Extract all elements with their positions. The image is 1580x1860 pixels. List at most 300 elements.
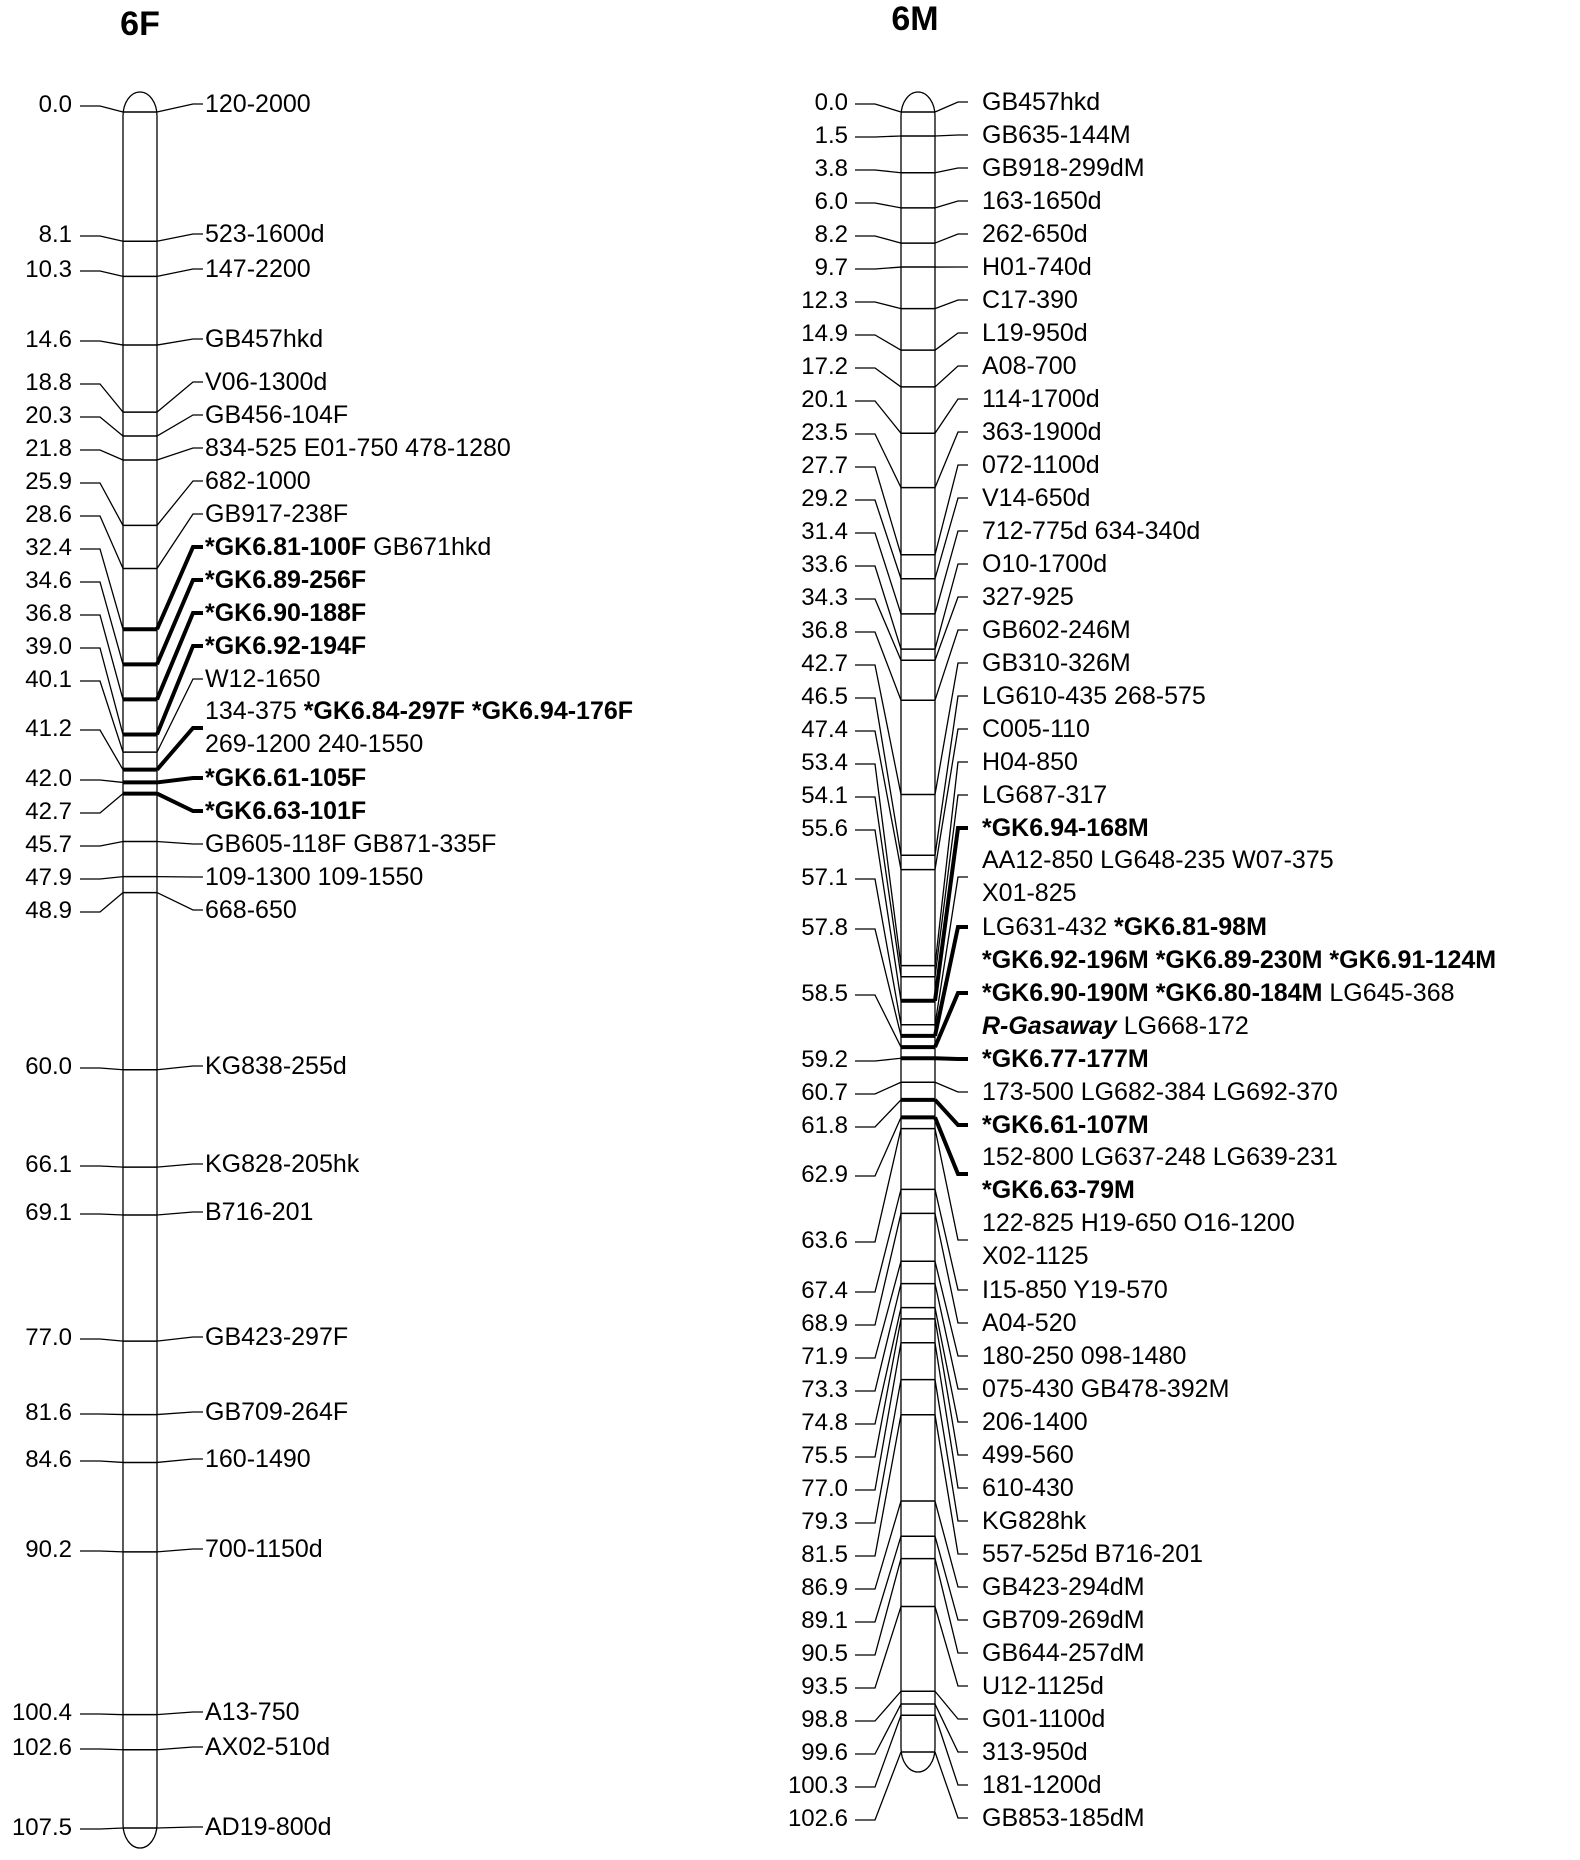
position-connector [855, 203, 901, 208]
marker-connector [157, 1712, 203, 1715]
marker-label [982, 253, 1092, 281]
position-connector [80, 893, 123, 912]
position-connector [80, 1461, 123, 1462]
position-label: 84.6 [25, 1446, 72, 1473]
marker-name: A13-750 [205, 1698, 300, 1726]
position-connector [855, 136, 901, 137]
marker-label [982, 187, 1102, 215]
marker-connector [157, 1066, 203, 1070]
marker-connector [935, 465, 968, 555]
position-label: 12.3 [801, 287, 848, 314]
marker-name: 173-500 LG682-384 LG692-370 [982, 1078, 1338, 1106]
marker-label [982, 1111, 1149, 1139]
marker-label [982, 1375, 1229, 1403]
marker-label [982, 550, 1107, 578]
marker-label [982, 1705, 1105, 1733]
marker-name: C17-390 [982, 286, 1078, 314]
marker-label [982, 781, 1107, 809]
marker-row [815, 253, 1092, 281]
marker-name: *GK6.61-107M [982, 1111, 1149, 1139]
marker-name: *GK6.92-196M *GK6.89-230M *GK6.91-124M [982, 946, 1497, 974]
position-connector [855, 797, 901, 977]
marker-connector [935, 927, 968, 1036]
position-label: 57.8 [801, 914, 848, 941]
position-connector [80, 648, 123, 735]
marker-row [25, 764, 366, 792]
marker-name: LG687-317 [982, 781, 1108, 809]
position-connector [80, 271, 123, 276]
position-connector [855, 368, 901, 387]
marker-row [25, 255, 310, 283]
position-connector [80, 730, 123, 770]
marker-label [982, 517, 1200, 545]
chromosome-bar [123, 92, 157, 1848]
marker-name: 262-650d [982, 220, 1088, 248]
group-title: 6M [891, 0, 939, 38]
marker-connector [935, 1559, 968, 1653]
marker-name: *GK6.81-98M [1114, 913, 1267, 941]
position-label: 47.4 [801, 716, 848, 743]
marker-connector [157, 234, 203, 241]
position-label: 42.7 [801, 650, 848, 677]
marker-name: *GK6.61-105F [205, 764, 367, 792]
marker-label [982, 879, 1077, 907]
marker-row [25, 1150, 359, 1178]
marker-name: GB457hkd [205, 325, 324, 353]
position-label: 9.7 [814, 254, 848, 281]
marker-label [982, 946, 1496, 974]
marker-label [982, 846, 1334, 874]
marker-label [205, 533, 491, 561]
marker-name: C005-110 [982, 715, 1090, 743]
marker-name: 557-525d B716-201 [982, 1540, 1204, 1568]
marker-name: 120-2000 [205, 90, 311, 118]
marker-name: *GK6.90-188F [205, 599, 367, 627]
marker-name: W12-1650 [205, 665, 321, 693]
marker-label [982, 88, 1100, 116]
position-label: 45.7 [25, 831, 72, 858]
marker-name: A08-700 [982, 352, 1077, 380]
marker-name: GB602-246M [982, 616, 1131, 644]
marker-label [982, 154, 1145, 182]
marker-name: AX02-510d [205, 1733, 331, 1761]
marker-connector [935, 531, 968, 614]
position-connector [855, 1117, 901, 1176]
position-connector [80, 877, 123, 879]
marker-name: *GK6.89-256F [205, 566, 367, 594]
position-connector [855, 1100, 901, 1127]
marker-label [205, 863, 423, 891]
marker-row [815, 88, 1101, 116]
marker-connector [157, 514, 203, 569]
marker-label [982, 715, 1090, 743]
marker-label [982, 913, 1267, 941]
marker-label [205, 697, 633, 725]
marker-label [982, 1209, 1295, 1237]
position-connector [855, 764, 901, 966]
marker-label [205, 599, 366, 627]
marker-connector [157, 1827, 203, 1828]
marker-name: *GK6.81-100F [205, 533, 367, 561]
marker-connector [157, 1412, 203, 1415]
marker-label [205, 220, 325, 248]
marker-label [982, 1012, 1249, 1040]
position-label: 86.9 [801, 1574, 848, 1601]
position-label: 66.1 [25, 1151, 72, 1178]
marker-label [205, 764, 366, 792]
marker-label [982, 418, 1102, 446]
marker-label [982, 1078, 1338, 1106]
marker-name: *GK6.94-168M [982, 814, 1149, 842]
marker-row [815, 187, 1102, 215]
position-label: 54.1 [801, 782, 848, 809]
position-label: 0.0 [38, 91, 72, 118]
marker-name: 700-1150d [205, 1535, 323, 1563]
position-label: 18.8 [25, 369, 72, 396]
marker-label [205, 1323, 348, 1351]
marker-label [982, 1672, 1104, 1700]
position-label: 1.5 [814, 122, 848, 149]
marker-row [25, 1323, 348, 1351]
position-label: 100.3 [787, 1772, 848, 1799]
marker-connector [935, 1308, 968, 1422]
marker-label [982, 1540, 1203, 1568]
marker-connector [935, 828, 968, 1001]
marker-name: I15-850 Y19-570 [982, 1276, 1168, 1304]
marker-label [982, 1507, 1087, 1535]
marker-row [801, 1078, 1338, 1106]
position-label: 77.0 [801, 1475, 848, 1502]
marker-connector [935, 1129, 968, 1240]
position-label: 90.5 [801, 1640, 848, 1667]
marker-connector [157, 1549, 203, 1552]
position-connector [855, 665, 901, 795]
marker-label [205, 665, 320, 693]
marker-name: GB310-326M [982, 649, 1131, 677]
marker-name: 834-525 E01-750 478-1280 [205, 434, 511, 462]
marker-label [982, 385, 1100, 413]
marker-label [205, 255, 311, 283]
marker-name: 134-375 [205, 697, 304, 725]
position-label: 93.5 [801, 1673, 848, 1700]
position-label: 42.0 [25, 765, 72, 792]
marker-connector [157, 1459, 203, 1462]
marker-name: LG610-435 268-575 [982, 682, 1206, 710]
position-label: 29.2 [801, 485, 848, 512]
position-label: 41.2 [25, 715, 72, 742]
marker-row [25, 1535, 322, 1563]
position-label: 31.4 [801, 518, 848, 545]
marker-label [205, 1445, 311, 1473]
marker-name: GB709-269dM [982, 1606, 1145, 1634]
linkage-group-6F [12, 5, 633, 1848]
marker-label [205, 1733, 330, 1761]
marker-row [25, 863, 423, 891]
position-label: 55.6 [801, 815, 848, 842]
marker-connector [157, 481, 203, 525]
marker-label [982, 484, 1090, 512]
marker-row [25, 830, 496, 858]
marker-connector [157, 104, 203, 112]
position-connector [855, 632, 901, 700]
position-label: 28.6 [25, 501, 72, 528]
marker-row [815, 154, 1145, 182]
position-label: 17.2 [801, 353, 848, 380]
marker-connector [157, 778, 203, 782]
marker-row [25, 325, 323, 353]
position-connector [855, 401, 901, 433]
marker-connector [935, 201, 968, 208]
marker-connector [935, 135, 968, 136]
position-label: 58.5 [801, 980, 848, 1007]
position-connector [855, 104, 901, 112]
marker-label [982, 1474, 1074, 1502]
marker-connector [935, 1715, 968, 1785]
marker-name: 114-1700d [982, 385, 1100, 413]
position-label: 81.6 [25, 1399, 72, 1426]
marker-name: *GK6.63-79M [982, 1176, 1135, 1204]
position-label: 71.9 [801, 1343, 848, 1370]
marker-name: GB709-264F [205, 1398, 349, 1426]
marker-label [982, 748, 1078, 776]
position-label: 68.9 [801, 1310, 848, 1337]
marker-name: 152-800 LG637-248 LG639-231 [982, 1143, 1338, 1171]
marker-connector [157, 547, 203, 629]
marker-name: *GK6.92-194F [205, 632, 367, 660]
position-connector [80, 341, 123, 345]
marker-label [982, 1342, 1186, 1370]
position-label: 59.2 [801, 1046, 848, 1073]
position-label: 81.5 [801, 1541, 848, 1568]
position-label: 67.4 [801, 1277, 848, 1304]
position-label: 75.5 [801, 1442, 848, 1469]
marker-label [982, 1804, 1145, 1832]
marker-name: B716-201 [205, 1198, 314, 1226]
marker-label [982, 583, 1074, 611]
marker-label [205, 467, 311, 495]
marker-label [205, 830, 496, 858]
marker-name: 109-1300 109-1550 [205, 863, 424, 891]
marker-name: A04-520 [982, 1309, 1077, 1337]
position-label: 63.6 [801, 1227, 848, 1254]
position-connector [80, 106, 123, 112]
marker-label [205, 500, 348, 528]
marker-name: GB457hkd [982, 88, 1101, 116]
position-label: 107.5 [11, 1814, 72, 1841]
marker-name: AD19-800d [205, 1813, 332, 1841]
marker-connector [935, 1082, 968, 1092]
position-label: 77.0 [25, 1324, 72, 1351]
marker-row [25, 1052, 347, 1080]
marker-name: X01-825 [982, 879, 1077, 907]
marker-label [205, 90, 311, 118]
marker-connector [157, 728, 203, 770]
marker-name: 072-1100d [982, 451, 1100, 479]
marker-row [25, 1198, 313, 1226]
position-label: 62.9 [801, 1161, 848, 1188]
position-label: 48.9 [25, 897, 72, 924]
marker-connector [935, 300, 968, 309]
position-connector [80, 384, 123, 412]
position-label: 14.6 [25, 326, 72, 353]
marker-label [982, 1176, 1135, 1204]
position-connector [855, 170, 901, 173]
marker-label [982, 319, 1088, 347]
marker-label [982, 1441, 1074, 1469]
position-connector [80, 1828, 123, 1829]
marker-label [205, 566, 366, 594]
position-connector [80, 1339, 123, 1341]
position-label: 8.1 [38, 221, 72, 248]
position-connector [80, 1714, 123, 1715]
marker-name: G01-1100d [982, 1705, 1106, 1733]
marker-label [982, 1276, 1168, 1304]
marker-label [982, 1738, 1088, 1766]
marker-name: 712-775d 634-340d [982, 517, 1201, 545]
marker-label [205, 1813, 331, 1841]
marker-connector [935, 498, 968, 579]
position-label: 6.0 [814, 188, 848, 215]
marker-name: GB605-118F GB871-335F [205, 830, 497, 858]
marker-connector [157, 415, 203, 436]
marker-connector [157, 339, 203, 345]
marker-row [25, 1398, 348, 1426]
marker-name: *GK6.63-101F [205, 797, 367, 825]
marker-connector [157, 613, 203, 699]
marker-name: 668-650 [205, 896, 297, 924]
marker-row [25, 893, 296, 924]
marker-connector [157, 1747, 203, 1750]
marker-name: 206-1400 [982, 1408, 1088, 1436]
marker-name: H04-850 [982, 748, 1078, 776]
marker-name: 147-2200 [205, 255, 311, 283]
marker-connector [935, 432, 968, 488]
position-label: 23.5 [801, 419, 848, 446]
position-connector [855, 302, 901, 309]
marker-name: 180-250 098-1480 [982, 1342, 1187, 1370]
position-connector [80, 417, 123, 436]
position-label: 61.8 [801, 1112, 848, 1139]
position-connector [80, 1068, 123, 1070]
position-label: 46.5 [801, 683, 848, 710]
marker-row [815, 121, 1131, 149]
marker-row [801, 352, 1076, 387]
marker-label [205, 730, 423, 758]
position-label: 36.8 [801, 617, 848, 644]
position-connector [80, 1214, 123, 1215]
position-label: 98.8 [801, 1706, 848, 1733]
marker-connector [935, 630, 968, 700]
position-label: 21.8 [25, 435, 72, 462]
marker-name: KG838-255d [205, 1052, 347, 1080]
marker-name: H01-740d [982, 253, 1092, 281]
position-connector [80, 236, 123, 241]
marker-label [982, 1045, 1149, 1073]
marker-label [205, 797, 366, 825]
position-connector [80, 1166, 123, 1167]
marker-connector [935, 102, 968, 112]
marker-name: *GK6.84-297F *GK6.94-176F [303, 697, 634, 725]
position-label: 34.6 [25, 567, 72, 594]
position-connector [855, 267, 901, 269]
position-label: 73.3 [801, 1376, 848, 1403]
marker-label [982, 616, 1131, 644]
position-label: 89.1 [801, 1607, 848, 1634]
marker-name: GB917-238F [205, 500, 349, 528]
position-label: 36.8 [25, 600, 72, 627]
position-label: 8.2 [814, 221, 848, 248]
position-connector [80, 681, 123, 752]
position-connector [855, 995, 901, 1047]
linkage-group-6M [788, 0, 1496, 1832]
position-connector [855, 1415, 901, 1556]
marker-row [39, 220, 325, 248]
marker-name: 075-430 GB478-392M [982, 1375, 1230, 1403]
marker-connector [935, 1100, 968, 1125]
marker-row [25, 794, 366, 825]
marker-name: *GK6.90-190M *GK6.80-184M [982, 979, 1323, 1007]
marker-name: 363-1900d [982, 418, 1102, 446]
position-label: 69.1 [25, 1199, 72, 1226]
position-connector [855, 1607, 901, 1688]
marker-label [982, 352, 1077, 380]
position-connector [855, 1501, 901, 1589]
marker-name: O10-1700d [982, 550, 1108, 578]
marker-name: GB423-294dM [982, 1573, 1145, 1601]
position-connector [855, 1058, 901, 1061]
marker-label [982, 1143, 1338, 1171]
position-label: 25.9 [25, 468, 72, 495]
marker-name: GB644-257dM [982, 1639, 1145, 1667]
marker-label [205, 1698, 300, 1726]
marker-label [982, 286, 1078, 314]
marker-label [982, 1309, 1077, 1337]
marker-name: 682-1000 [205, 467, 311, 495]
position-label: 74.8 [801, 1409, 848, 1436]
position-label: 39.0 [25, 633, 72, 660]
position-label: 102.6 [787, 1805, 848, 1832]
marker-label [205, 401, 348, 429]
position-label: 0.0 [814, 89, 848, 116]
group-title: 6F [120, 5, 160, 43]
marker-name: L19-950d [982, 319, 1088, 347]
position-label: 60.0 [25, 1053, 72, 1080]
position-label: 27.7 [801, 452, 848, 479]
marker-name: *GK6.77-177M [982, 1045, 1149, 1073]
position-label: 10.3 [25, 256, 72, 283]
marker-name: R-Gasaway [982, 1012, 1117, 1040]
marker-name: X02-1125 [982, 1242, 1089, 1270]
position-label: 60.7 [801, 1079, 848, 1106]
position-label: 79.3 [801, 1508, 848, 1535]
marker-label [205, 434, 511, 462]
marker-connector [157, 841, 203, 844]
position-connector [855, 1752, 901, 1820]
marker-label [982, 682, 1206, 710]
position-connector [855, 1082, 901, 1094]
position-label: 3.8 [814, 155, 848, 182]
marker-connector [157, 269, 203, 276]
marker-name: GB853-185dM [982, 1804, 1145, 1832]
marker-connector [935, 564, 968, 649]
position-label: 99.6 [801, 1739, 848, 1766]
position-connector [80, 794, 123, 813]
marker-name: 163-1650d [982, 187, 1102, 215]
position-connector [855, 1704, 901, 1754]
marker-connector [935, 399, 968, 433]
marker-connector [157, 448, 203, 460]
marker-label [982, 1408, 1088, 1436]
